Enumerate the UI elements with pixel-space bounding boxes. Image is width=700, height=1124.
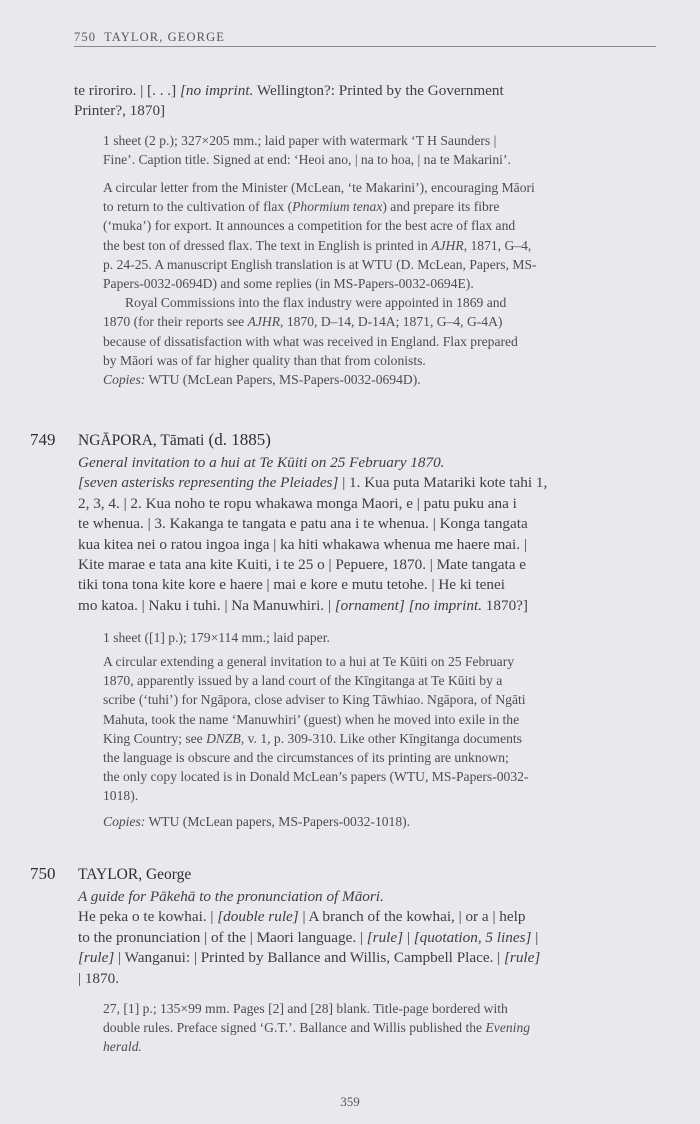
entry-number: 750 — [30, 864, 56, 883]
text: the only copy located is in Donald McLean’s papers (WTU, MS-Papers-0032- — [103, 769, 529, 785]
text: , 1871, G–4, — [463, 237, 532, 253]
text: He peka o te kowhai. | — [78, 908, 218, 926]
text: to return to the cultivation of flax ( — [103, 199, 293, 215]
text: double rules. Preface signed ‘G.T.’. Ballance and Willis published the — [103, 1020, 486, 1036]
italic-text: [seven asterisks representing the Pleiades] — [78, 474, 339, 492]
text: scribe (‘tuhi’) for Ngāpora, close adviser to King Tāwhiao. Ngāpora, of Ngāti — [103, 692, 526, 708]
text: the best ton of dressed flax. The text in English is printed in — [103, 237, 432, 253]
text: the language is obscure and the circumstances of its printing are unknown; — [103, 750, 509, 766]
text: mo katoa. | Naku i tuhi. | Na Manuwhiri. | — [78, 596, 335, 614]
text: te riroriro. | [. . .] — [74, 82, 180, 99]
text: King Country; see — [103, 730, 207, 746]
continued-note — [103, 178, 663, 389]
page-number: 359 — [340, 1094, 360, 1109]
text: 1018). — [103, 788, 139, 804]
text: | 1870. — [78, 969, 120, 987]
italic-text: [no imprint. — [179, 82, 254, 99]
italic-text: [quotation, 5 lines] — [413, 928, 532, 946]
entry-heading — [78, 864, 191, 885]
running-head-name: TAYLOR, GEORGE — [104, 30, 225, 44]
text: 1870 (for their reports see — [103, 314, 248, 330]
author-name: TAYLOR, George — [78, 866, 192, 883]
entry-750-collation — [103, 999, 663, 1057]
text: te whenua. | 3. Kakanga te tangata e patu ana i te whenua. | Konga tangata — [78, 515, 528, 533]
text: by Māori was of far higher quality than that from colonists. — [103, 352, 426, 368]
entry-749-body — [78, 453, 664, 616]
text: | Wanganui: | Printed by Ballance and Willis, Campbell Place. | — [114, 949, 505, 967]
author-name: NGĀPORA, Tāmati — [78, 432, 205, 449]
entry-749-collation — [103, 628, 663, 647]
text: A circular extending a general invitation to a hui at Te Kūiti on 25 February — [103, 654, 515, 669]
text: 1 sheet (2 p.); 327×205 mm.; laid paper with watermark ‘T H Saunders | — [103, 133, 497, 148]
text: (‘muka’) for export. It announces a competition for the best acre of flax and — [103, 218, 516, 234]
text: WTU (McLean Papers, MS-Papers-0032-0694D). — [145, 372, 421, 388]
text: 1 sheet ([1] p.); 179×114 mm.; laid paper. — [103, 630, 330, 645]
entry-title: A guide for Pākehā to the pronunciation of Māori. — [78, 888, 384, 905]
text: , v. 1, p. 309-310. Like other Kīngitanga documents — [240, 730, 522, 746]
copies-label: Copies: — [103, 372, 146, 388]
text: 1870?] — [482, 596, 528, 614]
italic-text: Phormium tenax — [292, 199, 383, 215]
entry-number: 749 — [30, 430, 56, 449]
entry-750-body: A guide for Pākehā to the pronunciation of Māori. He peka o te kowhai. | [double rule] | A branch of the kowhai, | or a | help to the pronunciation | of the | Maori language. | [rule] | [quotation, 5 lines] | [rule] | Wanganui: | Printed by Ballance and Willis, Campbell Place. | [rule] | 1870. — [78, 887, 664, 989]
italic-text: herald. — [103, 1039, 142, 1055]
text: Fine’. Caption title. Signed at end: ‘Heoi ano, | na to hoa, | na te Makarini’. — [103, 152, 511, 168]
text: 27, [1] p.; 135×99 mm. Pages [2] and [28] blank. Title-page bordered with — [103, 1001, 508, 1016]
text: 1870, apparently issued by a land court of the Kīngitanga at Te Kūiti by a — [103, 673, 503, 689]
text: p. 24-25. A manuscript English translation is at WTU (D. McLean, Papers, MS- — [103, 256, 537, 272]
text: Royal Commissions into the flax industry were appointed in 1869 and — [125, 295, 507, 311]
text: Kite marae e tata ana kite Kuiti, i te 25 o | Pepuere, 1870. | Mate tangata e — [78, 556, 527, 574]
entry-title: General invitation to a hui at Te Kūiti on 25 February 1870. — [78, 454, 445, 471]
text: Papers-0032-0694D) and some replies (in MS-Papers-0032-0694E). — [103, 276, 474, 292]
text: WTU (McLean papers, MS-Papers-0032-1018). — [145, 813, 411, 829]
running-head-page: 750 — [74, 30, 97, 44]
italic-text: [no imprint. — [408, 596, 482, 614]
text: Printer?, 1870] — [74, 102, 166, 120]
copies-label: Copies: — [103, 813, 146, 829]
text: ) and prepare its fibre — [382, 199, 500, 215]
running-head — [74, 30, 656, 47]
entry-749-note — [103, 652, 663, 831]
italic-text: [ornament] — [334, 596, 405, 614]
text: , 1870, D–14, D-14A; 1871, G–4, G-4A) — [280, 314, 503, 330]
italic-text: [rule] — [78, 949, 115, 967]
text: because of dissatisfaction with what was received in England. Flax prepared — [103, 333, 518, 349]
text: 2, 3, 4. | 2. Kua noho te ropu whakawa monga Maori, e | patu puku ana i — [78, 494, 517, 512]
author-dates: (d. 1885) — [204, 430, 271, 449]
italic-text: DNZB — [206, 730, 241, 746]
continued-title — [74, 81, 664, 122]
continued-collation — [103, 131, 663, 169]
text: Wellington?: Printed by the Government — [253, 82, 504, 99]
italic-text: [double rule] — [217, 908, 299, 926]
text: tiki tona tona kite kore e haere | mai e kore e mutu tetohe. | He ki tenei — [78, 576, 505, 594]
italic-text: AJHR — [247, 314, 281, 330]
italic-text: AJHR — [431, 237, 464, 253]
entry-heading — [78, 430, 271, 451]
text: | 1. Kua puta Matariki kote tahi 1, — [338, 474, 548, 492]
text: A circular letter from the Minister (McLean, ‘te Makarini’), encouraging Māori — [103, 180, 535, 195]
italic-text: [rule] — [504, 949, 541, 967]
text: Mahuta, took the name ‘Manuwhiri’ (guest) when he moved into exile in the — [103, 711, 520, 727]
text: | A branch of the kowhai, | or a | help — [298, 908, 526, 926]
text: to the pronunciation | of the | Maori language. | — [78, 928, 367, 946]
italic-text: [rule] — [366, 928, 404, 946]
italic-text: Evening — [485, 1020, 531, 1036]
text: kua kitea nei o ratou ingoa inga | ka hiti whakawa whenua me haere mai. | — [78, 535, 527, 553]
